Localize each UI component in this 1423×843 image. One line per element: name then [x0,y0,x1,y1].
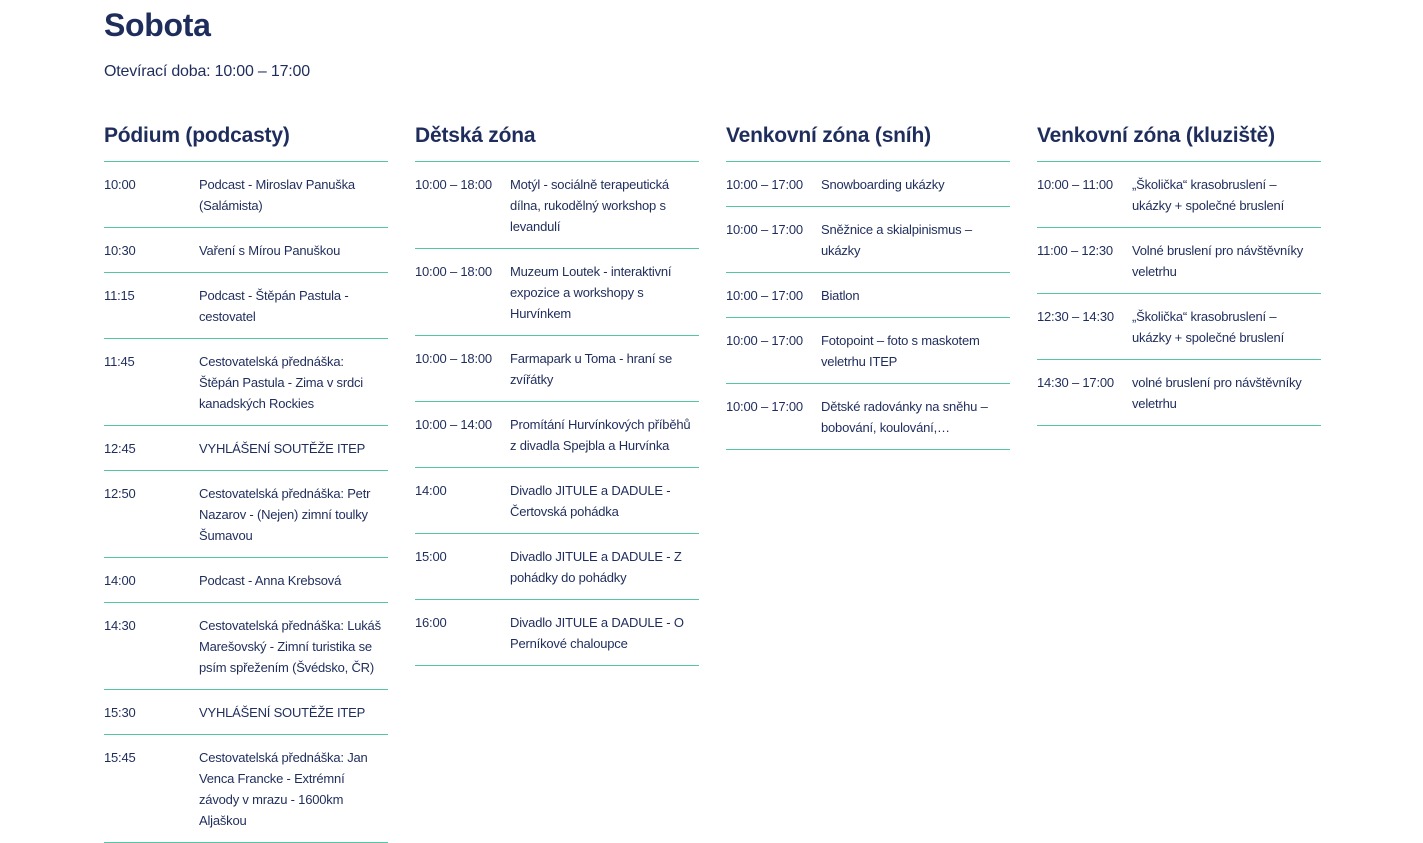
event-row [1037,162,1321,228]
event-row [415,336,699,402]
event-time: 10:00 – 14:00 [415,417,492,432]
event-description: Volné bruslení pro návštěvníky veletrhu [1132,243,1304,279]
column-outdoor-ice-rink [1037,122,1321,426]
column-outdoor-snow [726,122,1010,450]
event-time: 15:45 [104,750,136,765]
event-description: Muzeum Loutek - interaktivní expozice a workshopy s Hurvínkem [510,264,672,321]
event-row [726,207,1010,273]
event-row [415,249,699,336]
event-description: Divadlo JITULE a DADULE - Z pohádky do pohádky [510,549,682,585]
event-time: 10:00 – 17:00 [726,333,803,348]
event-row [415,468,699,534]
event-description: Cestovatelská přednáška: Petr Nazarov - (Nejen) zimní toulky Šumavou [199,486,371,543]
event-description: Vaření s Mírou Panuškou [199,243,341,258]
event-row [104,558,388,603]
column-kids-zone [415,122,699,666]
event-list [104,161,388,843]
event-description: VYHLÁŠENÍ SOUTĚŽE ITEP [199,705,366,720]
event-time: 12:45 [104,441,136,456]
opening-hours: Otevírací doba: 10:00 – 17:00 [104,63,310,80]
event-time: 11:45 [104,354,135,369]
event-description: Motýl - sociálně terapeutická dílna, rukodělný workshop s levandulí [510,177,669,234]
event-time: 14:00 [415,483,447,498]
event-time: 12:50 [104,486,136,501]
event-row [104,162,388,228]
event-description: Cestovatelská přednáška: Štěpán Pastula - Zima v srdci kanadských Rockies [199,354,363,411]
event-row [415,402,699,468]
column-title: Dětská zóna [415,124,536,147]
event-time: 10:00 – 18:00 [415,351,492,366]
event-description: Sněžnice a skialpinismus – ukázky [821,222,972,258]
event-description: Cestovatelská přednáška: Lukáš Marešovský - Zimní turistika se psím spřežením (Švédsko, ČR) [199,618,381,675]
event-time: 12:30 – 14:30 [1037,309,1114,324]
event-time: 14:30 – 17:00 [1037,375,1114,390]
event-description: Fotopoint – foto s maskotem veletrhu ITEP [821,333,980,369]
event-row [1037,360,1321,426]
event-description: „Školička“ krasobruslení – ukázky + společné bruslení [1132,177,1284,213]
event-row [104,735,388,843]
event-description: „Školička“ krasobruslení – ukázky + společné bruslení [1132,309,1284,345]
event-time: 10:00 – 17:00 [726,222,803,237]
event-time: 10:00 – 18:00 [415,264,492,279]
event-row [726,318,1010,384]
event-time: 14:30 [104,618,136,633]
event-time: 10:00 – 17:00 [726,177,803,192]
event-row [726,384,1010,450]
event-row [726,273,1010,318]
event-description: Farmapark u Toma - hraní se zvířátky [510,351,672,387]
event-description: Dětské radovánky na sněhu – bobování, koulování,… [821,399,988,435]
event-row [104,690,388,735]
event-row [104,603,388,690]
event-time: 10:00 – 17:00 [726,399,803,414]
event-time: 11:00 – 12:30 [1037,243,1113,258]
event-description: Podcast - Miroslav Panuška (Salámista) [199,177,355,213]
event-description: Snowboarding ukázky [821,177,945,192]
event-row [1037,294,1321,360]
event-list [1037,161,1321,426]
event-row [104,471,388,558]
event-time: 11:15 [104,288,135,303]
column-title: Venkovní zóna (kluziště) [1037,124,1275,147]
event-description: Divadlo JITULE a DADULE - Čertovská pohádka [510,483,671,519]
event-row [104,273,388,339]
event-time: 15:00 [415,549,447,564]
event-time: 16:00 [415,615,447,630]
event-row [415,600,699,666]
event-time: 14:00 [104,573,136,588]
event-row [1037,228,1321,294]
event-time: 10:30 [104,243,136,258]
event-description: VYHLÁŠENÍ SOUTĚŽE ITEP [199,441,366,456]
event-description: volné bruslení pro návštěvníky veletrhu [1132,375,1302,411]
event-row [415,162,699,249]
column-title: Venkovní zóna (sníh) [726,124,931,147]
event-row [415,534,699,600]
event-description: Podcast - Štěpán Pastula - cestovatel [199,288,349,324]
event-row [104,228,388,273]
event-description: Cestovatelská přednáška: Jan Venca Francke - Extrémní závody v mrazu - 1600km Aljaškou [199,750,368,828]
event-row [104,339,388,426]
day-title: Sobota [104,7,211,43]
event-time: 15:30 [104,705,136,720]
event-time: 10:00 – 18:00 [415,177,492,192]
event-row [726,162,1010,207]
event-list [726,161,1010,450]
column-podium [104,122,388,843]
column-title: Pódium (podcasty) [104,124,290,147]
event-time: 10:00 – 11:00 [1037,177,1113,192]
event-description: Promítání Hurvínkových příběhů z divadla Spejbla a Hurvínka [510,417,691,453]
event-time: 10:00 [104,177,136,192]
event-description: Podcast - Anna Krebsová [199,573,342,588]
event-time: 10:00 – 17:00 [726,288,803,303]
event-list [415,161,699,666]
event-description: Biatlon [821,288,860,303]
event-description: Divadlo JITULE a DADULE - O Perníkové chaloupce [510,615,684,651]
event-row [104,426,388,471]
